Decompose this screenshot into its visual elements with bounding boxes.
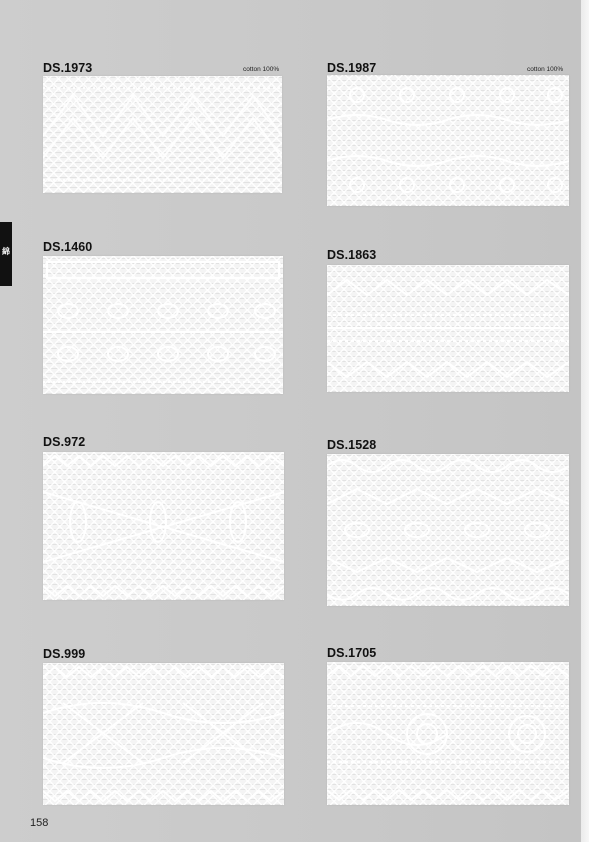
material-label: cotton 100% xyxy=(527,66,564,73)
section-tab-label: 綿 xyxy=(2,247,10,256)
lace-pattern-leaves xyxy=(43,452,284,600)
lace-pattern-medallions xyxy=(327,662,569,805)
lace-swatch xyxy=(327,454,569,606)
product-code: DS.1705 xyxy=(327,646,377,660)
product-code: DS.1987 xyxy=(327,61,377,75)
lace-swatch xyxy=(327,75,569,206)
lace-swatch xyxy=(43,256,283,394)
page-edge xyxy=(581,0,589,842)
lace-pattern-diamonds xyxy=(327,265,569,392)
section-tab xyxy=(0,222,12,286)
lace-swatch xyxy=(43,663,284,805)
lace-swatch xyxy=(327,265,569,392)
lace-pattern-flowers xyxy=(43,256,283,394)
lace-swatch xyxy=(43,452,284,600)
lace-swatch xyxy=(327,662,569,805)
product-code: DS.972 xyxy=(43,435,86,449)
product-code: DS.1863 xyxy=(327,248,377,262)
lace-swatch xyxy=(43,76,282,193)
product-code: DS.1528 xyxy=(327,438,377,452)
lace-pattern-waves xyxy=(43,663,284,805)
product-code: DS.999 xyxy=(43,647,86,661)
material-label: cotton 100% xyxy=(243,66,280,73)
lace-pattern-scallop xyxy=(327,454,569,606)
lace-pattern-zigzag xyxy=(43,76,282,193)
page-number: 158 xyxy=(30,817,49,829)
lace-pattern-circles xyxy=(327,75,569,206)
product-code: DS.1460 xyxy=(43,240,93,254)
product-code: DS.1973 xyxy=(43,61,93,75)
